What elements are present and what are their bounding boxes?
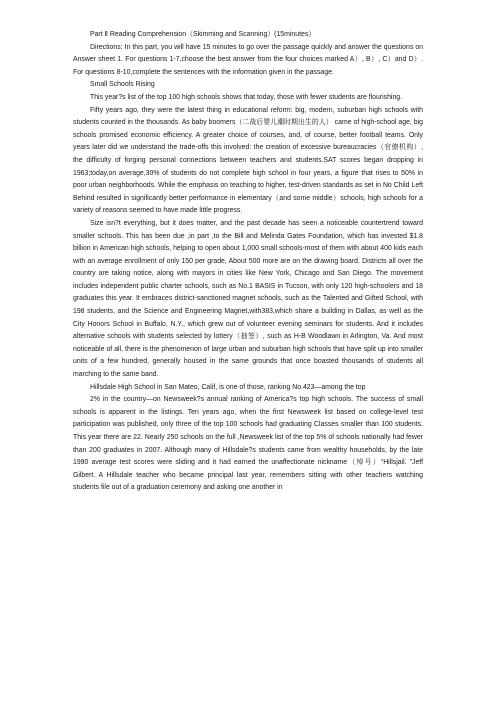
directions-paragraph: Directions: In this part, you will have 15 minutes to go over the passage quickly and answer the questions on Answer sheet 1. For questions 1-7,choose the best answer from the four choices marked A）, B）, C）and D）. For questions 8-10,complete the sentences with the information given in the passage. [73, 43, 423, 76]
passage-paragraph: This year?s list of the top 100 high schools shows that today, those with fewer students are flourishing. [90, 93, 403, 101]
passage-title: Small Schools Rising [90, 81, 155, 89]
passage-paragraph: 2% in the country—on Newsweek?s annual ranking of America?s top high schools. The success of small schools is apparent in the listings. Ten years ago, when the first Newsweek list based on college-level test participation was published, only three of the top 100 schools had graduating Classes smaller than 100 students. This year there are 22. Nearly 250 schools on the full ,Newsweek list of the top 5% of schools nationally had fewer than 200 graduates in 2007. Although many of Hillsdale?s students came from wealthy households, by the late 1990 average test scores were sliding and it had earned the unaffectionate nickname（绰号）“Hillsjail. ”Jeff Gilbert. A Hillsdale teacher who became principal last year, remembers sitting with other teachers watching students file out of a graduation ceremony and asking one another in [73, 396, 423, 492]
document-body [73, 29, 423, 495]
passage-paragraph: Fifty years ago, they were the latest thing in educational reform: big, modern, suburban high schools with students counted in the thousands. As baby boomers（二战后婴儿潮时期出生的人） came of high-school age, big schools promised economic efficiency. A greater choice of courses, and, of course, better football teams. Only years later did we understand the trade-offs this involved: the creation of excessive bureaucracies（官僚机构）, the difficulty of forging personal connections between teachers and students.SAT scores began dropping in 1963;today,on average,30% of students do not complete high school in four years, a figure that rises to 50% in poor urban neighborhoods. While the emphasis on teaching to higher, test-driven standards as set in No Child Left Behind resulted in significantly better performance in elementary（and some middle）schools, high schools for a variety of reasons seemed to have made little progress. [73, 106, 423, 215]
passage-paragraph: Hillsdale High School in San Mateo, Calif, is one of those, ranking No.423—among the top [90, 383, 366, 391]
part-heading: Part Ⅱ Reading Comprehension（Skimming and Scanning）(15minutes） [90, 31, 316, 38]
passage-paragraph: Size isn?t everything, but it does matter, and the past decade has seen a noticeable countertrend toward smaller schools. This has been due ,in part ,to the Bill and Melinda Gates Foundation, which has invested $1.8 billion in American high schools, helping to open about 1,000 small schools-most of them with about 400 kids each with an average enrollment of only 150 per grade, About 500 more are on the drawing board. Districts all over the country are taking notice, along with mayors in cities like New York, Chicago and San Diego. The movement includes independent public charter schools, such as No.1 BASIS in Tucson, with only 120 high-schoolers and 18 graduates this year. It embraces district-sanctioned magnet schools, such as the Talented and Gifted School, with 198 students, and the Science and Engineering Magnet,with383,which share a building in Dallas, as well as the City Honors School in Buffalo, N.Y., which grew out of volunteer evening seminars for students. And it includes alternative schools with students selected by lottery（抽签）, such as H-B Woodlawn in Arlington, Va. And most noticeable of all, there is the phenomenon of large urban and suburban high schools that have split up into smaller units of a few hundred, generally housed in the same grounds that once boasted thousands of students all marching to the same band. [73, 219, 423, 379]
